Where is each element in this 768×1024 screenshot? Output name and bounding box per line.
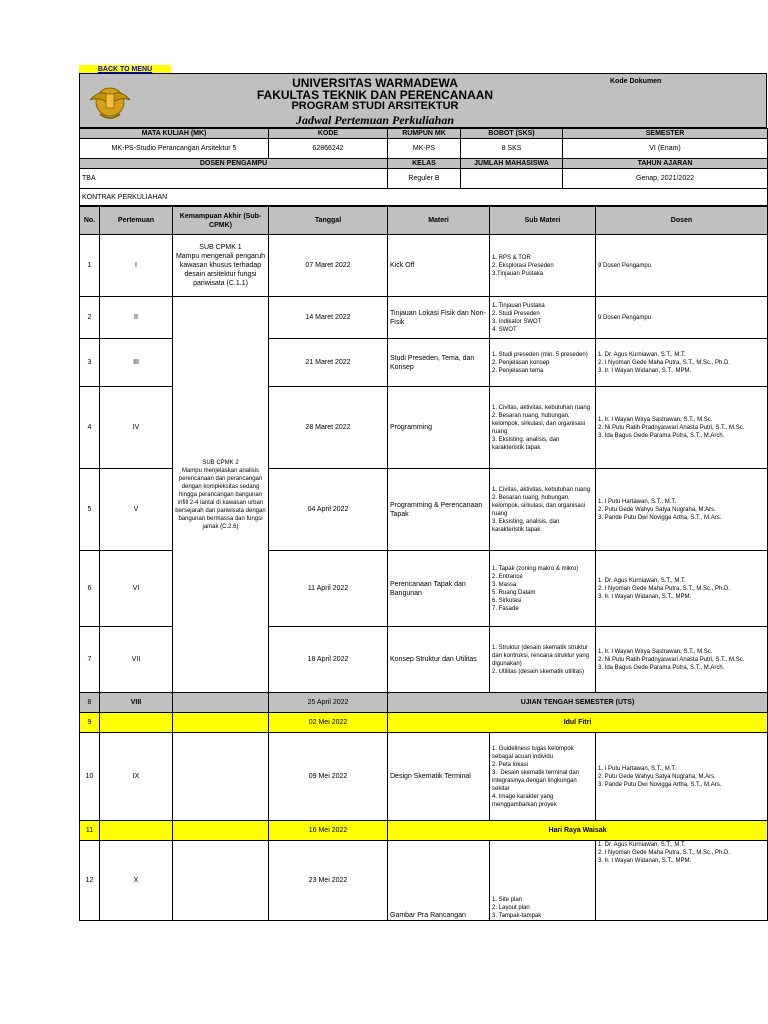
row-pertemuan: III bbox=[100, 339, 173, 387]
value-kelas: Reguler B bbox=[388, 169, 461, 189]
row-dosen: 1. I Putu Hartawan, S.T., M.T. 2. Putu Gede Wahyu Satya Nugraha, M.Ars. 3. Pande Putu Dwi Novigga Artha, S.T., M.Ars. bbox=[596, 733, 768, 821]
label-mata-kuliah: MATA KULIAH (MK) bbox=[80, 129, 269, 139]
row-materi: Studi Preseden, Tema, dan Konsep bbox=[388, 339, 490, 387]
row-number: 5 bbox=[80, 469, 100, 551]
row-pertemuan: I bbox=[100, 235, 173, 297]
row-number: 10 bbox=[80, 733, 100, 821]
row-number: 4 bbox=[80, 387, 100, 469]
table-row bbox=[80, 841, 768, 921]
row-tanggal: 16 Mei 2022 bbox=[269, 821, 388, 841]
row-sub-materi: 1. Civitas, aktivitas, kebutuhan ruang 2. Besaran ruang, hubungan, kelompok, sirkulasi, dan organisasi ruang 3. Eksisting, analisis, dan karakteristik tapak bbox=[490, 469, 596, 551]
header-kemampuan: Kemampuan Akhir (Sub-CPMK) bbox=[173, 207, 269, 235]
row-materi: Programming bbox=[388, 387, 490, 469]
row-number: 12 bbox=[80, 841, 100, 921]
row-event: Idul Fitri bbox=[388, 713, 768, 733]
kontrak-perkuliahan-label: KONTRAK PERKULIAHAN bbox=[80, 189, 768, 206]
row-kemampuan-empty bbox=[173, 733, 269, 821]
row-number: 6 bbox=[80, 551, 100, 627]
row-materi: Programming & Perencanaan Tapak bbox=[388, 469, 490, 551]
header-sub-materi: Sub Materi bbox=[490, 207, 596, 235]
course-info-table bbox=[79, 128, 768, 206]
row-number: 3 bbox=[80, 339, 100, 387]
row-tanggal: 21 Maret 2022 bbox=[269, 339, 388, 387]
row-sub-materi: 1. Struktur (desain skematik struktur dan kontruksi, rencana struktur yang digunakan) 2. Utilitas (desain skematik utilitas) bbox=[490, 627, 596, 693]
table-row bbox=[80, 693, 768, 713]
header-materi: Materi bbox=[388, 207, 490, 235]
sub-cpmk-2: SUB CPMK 2 Mampu menjelaskan analisis perencanaan dan perancangan dengan kompleksitas sedang hingga perancangan bangunan infill 2-4 lantai di kawasan urban bersejarah dan pariwisata dengan bangunan bermassa dan fungsi jamak (C.2.6) bbox=[173, 297, 269, 693]
label-tahun-ajaran: TAHUN AJARAN bbox=[563, 159, 768, 169]
back-to-menu-link[interactable]: BACK TO MENU bbox=[79, 65, 171, 74]
label-kode: KODE bbox=[269, 129, 388, 139]
row-tanggal: 09 Mei 2022 bbox=[269, 733, 388, 821]
label-dosen-pengampu: DOSEN PENGAMPU bbox=[80, 159, 388, 169]
row-pertemuan: IV bbox=[100, 387, 173, 469]
row-materi: Perencanaan Tapak dan Bangunan bbox=[388, 551, 490, 627]
row-number: 7 bbox=[80, 627, 100, 693]
row-tanggal: 18 April 2022 bbox=[269, 627, 388, 693]
label-kelas: KELAS bbox=[388, 159, 461, 169]
schedule-table bbox=[79, 206, 768, 921]
header-pertemuan: Pertemuan bbox=[100, 207, 173, 235]
row-tanggal: 28 Maret 2022 bbox=[269, 387, 388, 469]
row-tanggal: 02 Mei 2022 bbox=[269, 713, 388, 733]
row-sub-materi: 1. Guideliness tugas kelompok sebagai acuan individu 2. Peta lokasi 3. Desain skematik terminal dan integrasinya dengan lingkungan sekitar 4. Image karakter yang menggambarkan proyek bbox=[490, 733, 596, 821]
row-pertemuan: IX bbox=[100, 733, 173, 821]
program-name: PROGRAM STUDI ARSITEKTUR bbox=[291, 100, 459, 112]
value-bobot: 8 SKS bbox=[461, 139, 563, 159]
row-tanggal: 23 Mei 2022 bbox=[269, 841, 388, 921]
value-tahun-ajaran: Genap, 2021/2022 bbox=[563, 169, 768, 189]
row-sub-materi: 1. Tapak (zoning makro & mikro) 2. Entrance 3. Massa 5. Ruang Dalam 6. Sirkulasi 7. Fasade bbox=[490, 551, 596, 627]
label-jumlah-mahasiswa: JUMLAH MAHASISWA bbox=[461, 159, 563, 169]
row-number: 2 bbox=[80, 297, 100, 339]
document-header bbox=[79, 73, 767, 128]
faculty-name: FAKULTAS TEKNIK DAN PERENCANAAN bbox=[256, 88, 494, 102]
table-row bbox=[80, 821, 768, 841]
row-dosen: 1. Dr. Agus Kurniawan, S.T., M.T. 2. I Nyoman Gede Maha Putra, S.T., M.Sc., Ph.D. 3. Ir. I Wayan Widanan, S.T., MPM. bbox=[596, 551, 768, 627]
label-semester: SEMESTER bbox=[563, 129, 768, 139]
row-pertemuan bbox=[100, 713, 173, 733]
row-dosen: 9 Dosen Pengampu bbox=[596, 297, 768, 339]
row-number: 11 bbox=[80, 821, 100, 841]
document-subtitle: Jadwal Pertemuan Perkuliahan bbox=[295, 113, 455, 127]
row-tanggal: 11 April 2022 bbox=[269, 551, 388, 627]
row-number: 1 bbox=[80, 235, 100, 297]
value-kode: 62866242 bbox=[269, 139, 388, 159]
value-semester: VI (Enam) bbox=[563, 139, 768, 159]
row-number: 9 bbox=[80, 713, 100, 733]
row-pertemuan: II bbox=[100, 297, 173, 339]
row-materi: Design Skematik Terminal bbox=[388, 733, 490, 821]
row-event: UJIAN TENGAH SEMESTER (UTS) bbox=[388, 693, 768, 713]
row-dosen: 1. Dr. Agus Kurniawan, S.T., M.T. 2. I Nyoman Gede Maha Putra, S.T., M.Sc., Ph.D. 3. Ir. I Wayan Widanan, S.T., MPM. bbox=[596, 339, 768, 387]
row-kemampuan-empty bbox=[173, 713, 269, 733]
schedule-sheet bbox=[79, 128, 768, 921]
row-materi: Kick Off bbox=[388, 235, 490, 297]
row-kemampuan-empty bbox=[173, 693, 269, 713]
label-bobot: BOBOT (SKS) bbox=[461, 129, 563, 139]
header-dosen: Dosen bbox=[596, 207, 768, 235]
row-kemampuan-empty bbox=[173, 841, 269, 921]
header-tanggal: Tanggal bbox=[269, 207, 388, 235]
row-tanggal: 04 April 2022 bbox=[269, 469, 388, 551]
row-pertemuan: V bbox=[100, 469, 173, 551]
row-tanggal: 14 Maret 2022 bbox=[269, 297, 388, 339]
row-materi: Gambar Pra Rancangan bbox=[388, 841, 490, 921]
document-code-label: Kode Dokumen bbox=[610, 78, 662, 85]
row-pertemuan bbox=[100, 821, 173, 841]
row-number: 8 bbox=[80, 693, 100, 713]
header-no: No. bbox=[80, 207, 100, 235]
row-materi: Tinjauan Lokasi Fisik dan Non-Fisik bbox=[388, 297, 490, 339]
table-row bbox=[80, 733, 768, 821]
value-dosen-pengampu: TBA bbox=[80, 169, 388, 189]
table-row bbox=[80, 235, 768, 297]
row-pertemuan: VII bbox=[100, 627, 173, 693]
row-tanggal: 25 April 2022 bbox=[269, 693, 388, 713]
table-row bbox=[80, 713, 768, 733]
row-dosen: 1. I Putu Hartawan, S.T., M.T. 2. Putu Gede Wahyu Satya Nugraha, M.Ars. 3. Pande Putu Dwi Novigga Artha, S.T., M.Ars. bbox=[596, 469, 768, 551]
row-materi: Konsep Struktur dan Utilitas bbox=[388, 627, 490, 693]
row-pertemuan: X bbox=[100, 841, 173, 921]
row-dosen: 9 Dosen Pengampu bbox=[596, 235, 768, 297]
row-dosen: 1. Ir. I Wayan Wirya Sastrawan, S.T., M.Sc. 2. Ni Putu Ratih Pradnyaswari Anasta Putri, S.T., M.Sc. 3. Ida Bagus Gede Parama Putra, S.T., M.Arch. bbox=[596, 387, 768, 469]
university-name: UNIVERSITAS WARMADEWA bbox=[292, 76, 458, 90]
row-pertemuan: VIII bbox=[100, 693, 173, 713]
row-event: Hari Raya Waisak bbox=[388, 821, 768, 841]
row-pertemuan: VI bbox=[100, 551, 173, 627]
row-sub-materi: 1. Tinjauan Pustaka 2. Studi Preseden 3. Indikator SWOT 4. SWOT bbox=[490, 297, 596, 339]
value-rumpun: MK-PS bbox=[388, 139, 461, 159]
row-dosen: 1. Dr. Agus Kurniawan, S.T., M.T. 2. I Nyoman Gede Maha Putra, S.T., M.Sc., Ph.D. 3. Ir. I Wayan Widanan, S.T., MPM. bbox=[596, 841, 768, 921]
row-dosen: 1. Ir. I Wayan Wirya Sastrawan, S.T., M.Sc. 2. Ni Putu Ratih Pradnyaswari Anasta Putri, S.T., M.Sc. 3. Ida Bagus Gede Parama Putra, S.T., M.Arch. bbox=[596, 627, 768, 693]
table-row bbox=[80, 297, 768, 339]
row-tanggal: 07 Maret 2022 bbox=[269, 235, 388, 297]
value-mata-kuliah: MK-PS-Studio Perancangan Arsitektur 5 bbox=[80, 139, 269, 159]
row-sub-materi: 1. Civitas, aktivitas, kebutuhan ruang 2. Besaran ruang, hubungan, kelompok, sirkulasi, dan organisasi ruang 3. Eksisting, analisis, dan karakteristik tapak bbox=[490, 387, 596, 469]
row-kemampuan-empty bbox=[173, 821, 269, 841]
row-sub-materi: 1. Site plan 2. Layout plan 3. Tampak-tampak bbox=[490, 841, 596, 921]
row-sub-materi: 1. Studi preseden (min. 5 preseden) 2. Penjelasan konsep 2. Penjelasan tema bbox=[490, 339, 596, 387]
value-jumlah-mahasiswa bbox=[461, 169, 563, 189]
label-rumpun: RUMPUN MK bbox=[388, 129, 461, 139]
row-sub-materi: 1. RPS & TOR 2. Eksplorasi Preseden 3.Tinjauan Pustaka bbox=[490, 235, 596, 297]
sub-cpmk-1: SUB CPMK 1 Mampu mengenali pengaruh kawasan khusus terhadap desain arsitektur fungsi pariwisata (C.1.1) bbox=[173, 235, 269, 297]
